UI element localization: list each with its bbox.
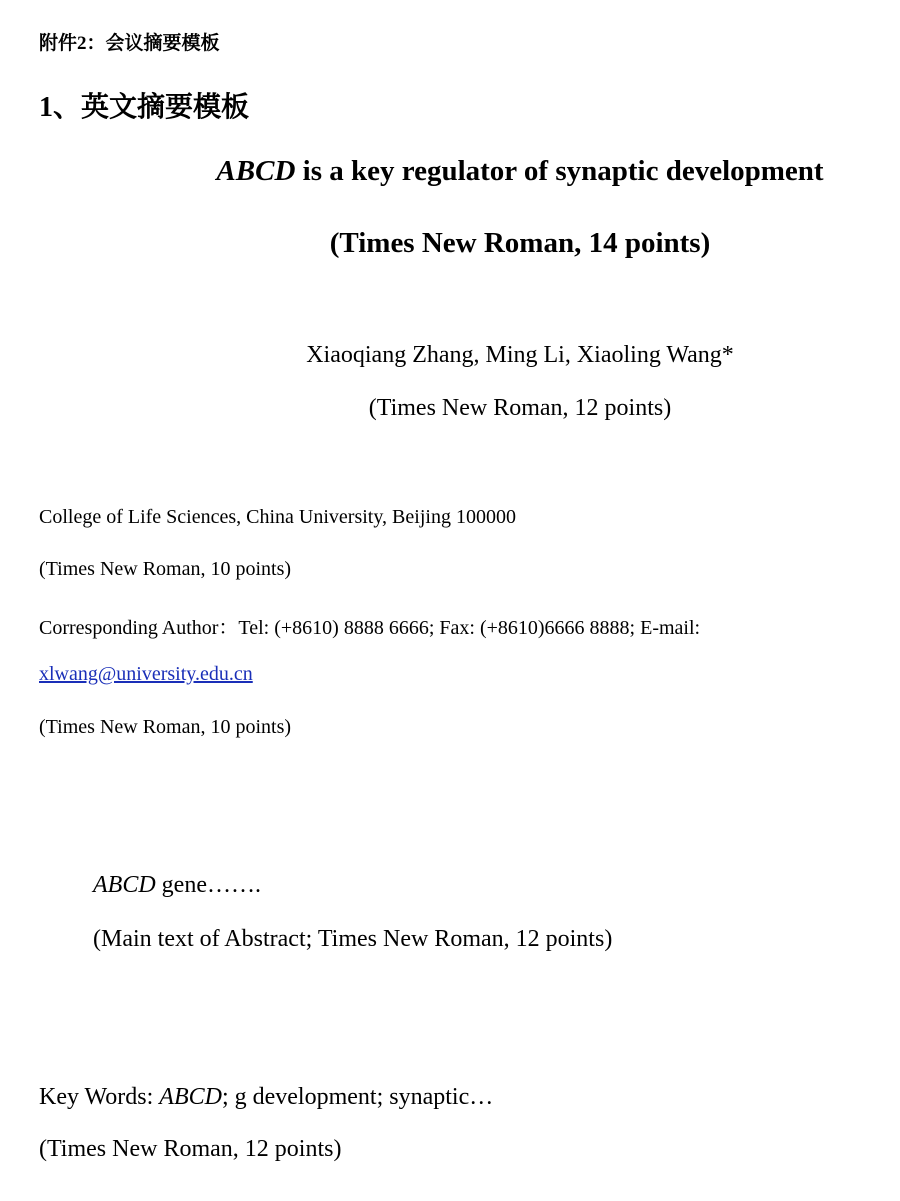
keywords-line — [39, 1084, 493, 1111]
corresponding-author: Corresponding Author：Tel: (+8610) 8888 6666; Fax: (+8610)6666 8888; E-mail: — [39, 617, 701, 639]
keywords-gene-name: ABCD — [159, 1084, 222, 1110]
affiliation-text: College of Life Sciences, China University, Beijing 100000 — [39, 506, 516, 528]
affiliation-font-note: (Times New Roman, 10 points) — [39, 558, 292, 580]
main-text-content: gene……. — [155, 872, 261, 898]
section-title: 1、英文摘要模板 — [39, 92, 250, 123]
author-list: Xiaoqiang Zhang, Ming Li, Xiaoling Wang* — [306, 342, 734, 368]
attachment-label: 附件2：会议摘要模板 — [39, 33, 220, 54]
abstract-main-text — [93, 872, 261, 899]
main-font-note: (Main text of Abstract; Times New Roman, 12 points) — [93, 926, 613, 952]
title-font-note: (Times New Roman, 14 points) — [329, 227, 711, 259]
keywords-label: Key Words: — [39, 1084, 160, 1110]
keywords-font-note: (Times New Roman, 12 points) — [39, 1136, 342, 1162]
abstract-title — [0, 155, 900, 188]
author-font-note: (Times New Roman, 12 points) — [368, 395, 672, 421]
keywords-text: ; g development; synaptic… — [221, 1084, 494, 1110]
main-gene-name: ABCD — [93, 872, 156, 898]
email-font-note: (Times New Roman, 10 points) — [39, 716, 292, 738]
email-link[interactable]: xlwang@university.edu.cn — [39, 663, 253, 685]
title-text: is a key regulator of synaptic development — [295, 155, 824, 187]
title-gene-name: ABCD — [216, 155, 296, 187]
